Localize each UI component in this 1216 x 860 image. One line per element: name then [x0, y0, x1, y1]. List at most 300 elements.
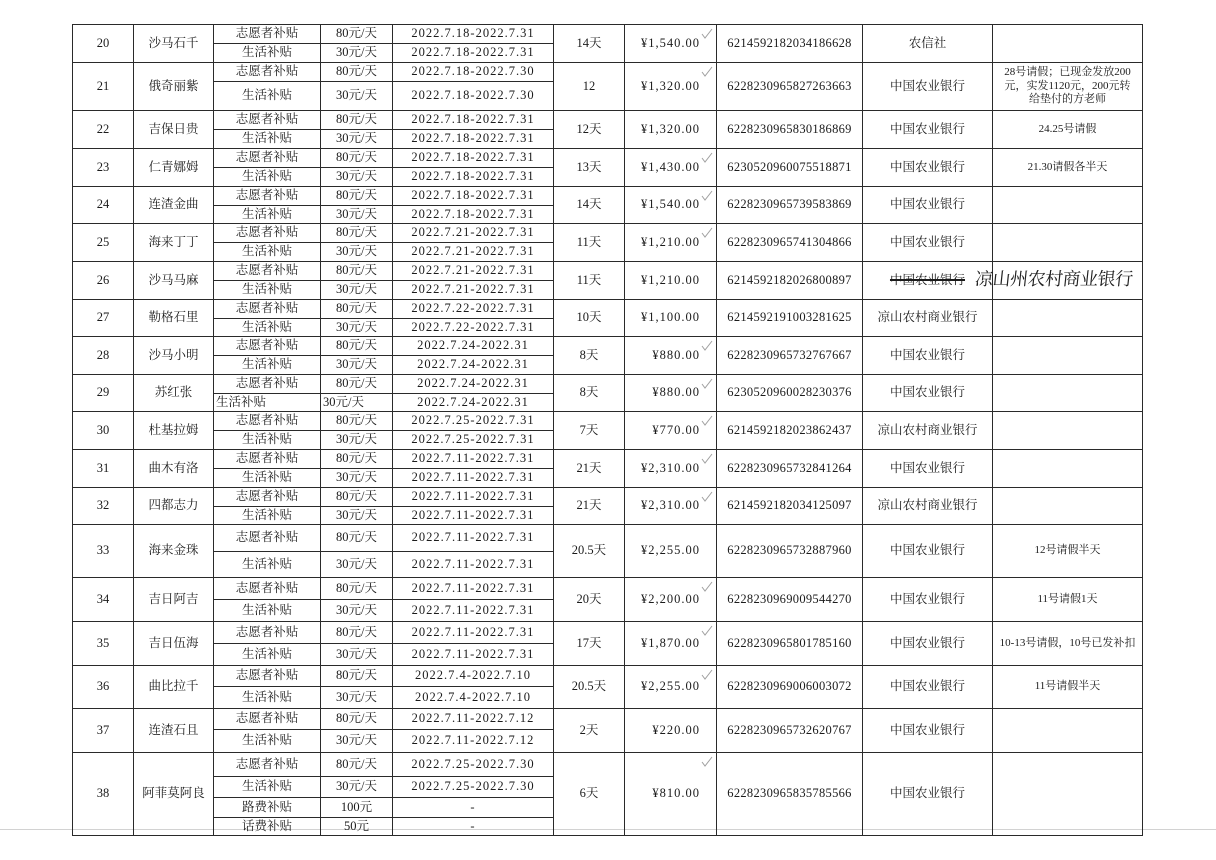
- bank-cell: [863, 149, 993, 187]
- amount-value: ¥2,255.00: [641, 543, 700, 558]
- period-cell: -: [393, 798, 554, 818]
- period-cell: 2022.7.11-2022.7.12: [393, 709, 554, 730]
- amount-cell: [625, 25, 717, 63]
- rate-cell: 80元/天: [321, 578, 393, 600]
- rate-cell: 30元/天: [321, 644, 393, 666]
- check-mark-icon: [701, 378, 713, 389]
- check-mark-icon: [701, 227, 713, 238]
- note-text: 24.25号请假: [1038, 122, 1097, 135]
- table-body: [73, 25, 1143, 836]
- account-cell: 6228230965732887960: [717, 525, 863, 578]
- row-number-cell: 21: [73, 63, 134, 111]
- period-cell: 2022.7.21-2022.7.31: [393, 224, 554, 243]
- amount-cell: [625, 450, 717, 488]
- subsidy-type-cell: 生活补贴: [214, 206, 321, 224]
- rate-cell: 30元/天: [321, 281, 393, 300]
- row-number-cell: 25: [73, 224, 134, 262]
- name-cell: 仁青娜姆: [134, 149, 214, 187]
- bank-cell: [863, 709, 993, 753]
- amount-value: ¥770.00: [652, 422, 700, 437]
- table-row: [73, 488, 1143, 507]
- period-cell: 2022.7.24-2022.31: [393, 375, 554, 394]
- name-cell: 吉日阿吉: [134, 578, 214, 622]
- account-cell: 6230520960075518871: [717, 149, 863, 187]
- subsidy-type-cell: 志愿者补贴: [214, 300, 321, 319]
- account-cell: 6228230969006003072: [717, 666, 863, 709]
- subsidy-type-cell: 志愿者补贴: [214, 111, 321, 130]
- bank-cell: [863, 622, 993, 666]
- bank-name: 中国农业银行: [889, 197, 965, 212]
- rate-cell: 30元/天: [321, 507, 393, 525]
- amount-cell: [625, 525, 717, 578]
- rate-cell: 30元/天: [321, 600, 393, 622]
- subsidy-type-cell: 生活补贴: [214, 644, 321, 666]
- amount-value: ¥1,430.00: [641, 159, 700, 174]
- bank-cell: [863, 25, 993, 63]
- period-cell: 2022.7.22-2022.7.31: [393, 319, 554, 337]
- bank-name: 中国农业银行: [889, 722, 965, 737]
- subsidy-type-cell: 生活补贴: [214, 168, 321, 187]
- name-cell: 曲木有洛: [134, 450, 214, 488]
- name-cell: 沙马石千: [134, 25, 214, 63]
- amount-value: ¥2,310.00: [641, 498, 700, 513]
- rate-cell: 80元/天: [321, 111, 393, 130]
- days-cell: 20天: [554, 578, 625, 622]
- table-row: [73, 753, 1143, 777]
- bank-name: 中国农业银行: [889, 234, 965, 249]
- check-mark-icon: [701, 340, 713, 351]
- bank-name: 农信社: [908, 35, 947, 50]
- subsidy-type-cell: 话费补贴: [214, 818, 321, 836]
- amount-value: ¥1,320.00: [641, 121, 700, 136]
- amount-value: ¥1,320.00: [641, 78, 700, 93]
- table-row: [73, 450, 1143, 469]
- table-row: [73, 622, 1143, 644]
- account-cell: 6228230965827263663: [717, 63, 863, 111]
- table-row: [73, 111, 1143, 130]
- account-cell: 6228230965741304866: [717, 224, 863, 262]
- period-cell: 2022.7.18-2022.7.31: [393, 111, 554, 130]
- subsidy-type-cell: 志愿者补贴: [214, 666, 321, 687]
- amount-cell: [625, 187, 717, 224]
- name-cell: 海来金珠: [134, 525, 214, 578]
- note-cell: [993, 337, 1143, 375]
- account-cell: 6228230965830186869: [717, 111, 863, 149]
- row-number-cell: 30: [73, 412, 134, 450]
- days-cell: 21天: [554, 488, 625, 525]
- amount-value: ¥1,540.00: [641, 35, 700, 50]
- subsidy-type-cell: 生活补贴: [214, 356, 321, 375]
- row-number-cell: 35: [73, 622, 134, 666]
- bank-cell: [863, 375, 993, 412]
- bank-cell: [863, 300, 993, 337]
- rate-cell: 30元/天: [321, 730, 393, 753]
- name-cell: 阿菲莫阿良: [134, 753, 214, 836]
- period-cell: 2022.7.25-2022.7.30: [393, 777, 554, 798]
- row-number-cell: 31: [73, 450, 134, 488]
- days-cell: 2天: [554, 709, 625, 753]
- rate-cell: 80元/天: [321, 488, 393, 507]
- row-number-cell: 28: [73, 337, 134, 375]
- subsidy-type-cell: 生活补贴: [214, 394, 321, 412]
- subsidy-type-cell: 志愿者补贴: [214, 753, 321, 777]
- row-number-cell: 38: [73, 753, 134, 836]
- days-cell: 12: [554, 63, 625, 111]
- note-cell: [993, 149, 1143, 187]
- subsidy-type-cell: 生活补贴: [214, 243, 321, 262]
- table-row: [73, 412, 1143, 431]
- row-number-cell: 20: [73, 25, 134, 63]
- table-row: [73, 224, 1143, 243]
- amount-value: ¥880.00: [652, 347, 700, 362]
- table-row: [73, 149, 1143, 168]
- amount-cell: [625, 63, 717, 111]
- days-cell: 8天: [554, 337, 625, 375]
- row-number-cell: 22: [73, 111, 134, 149]
- account-cell: 6228230965732841264: [717, 450, 863, 488]
- note-text: 21.30请假各半天: [1027, 160, 1108, 173]
- period-cell: 2022.7.24-2022.31: [393, 394, 554, 412]
- rate-cell: 80元/天: [321, 666, 393, 687]
- row-number-cell: 32: [73, 488, 134, 525]
- period-cell: 2022.7.11-2022.7.31: [393, 600, 554, 622]
- rate-cell: 80元/天: [321, 525, 393, 552]
- period-cell: 2022.7.4-2022.7.10: [393, 666, 554, 687]
- table-row: [73, 300, 1143, 319]
- row-number-cell: 34: [73, 578, 134, 622]
- rate-cell: 100元: [321, 798, 393, 818]
- subsidy-type-cell: 生活补贴: [214, 281, 321, 300]
- name-cell: 吉日伍海: [134, 622, 214, 666]
- account-cell: 6228230965835785566: [717, 753, 863, 836]
- rate-cell: 30元/天: [321, 687, 393, 709]
- rate-cell: 80元/天: [321, 709, 393, 730]
- table-row: [73, 25, 1143, 44]
- subsidy-type-cell: 生活补贴: [214, 777, 321, 798]
- amount-value: ¥2,255.00: [641, 679, 700, 694]
- note-cell: [993, 63, 1143, 111]
- period-cell: 2022.7.18-2022.7.30: [393, 63, 554, 82]
- days-cell: 11天: [554, 224, 625, 262]
- check-mark-icon: [701, 415, 713, 426]
- period-cell: 2022.7.18-2022.7.30: [393, 82, 554, 111]
- rate-cell: 30元/天: [321, 206, 393, 224]
- bank-name: 中国农业银行: [889, 78, 965, 93]
- bank-name: 中国农业银行: [889, 635, 965, 650]
- account-cell: 6214592182026800897: [717, 262, 863, 300]
- period-cell: 2022.7.21-2022.7.31: [393, 262, 554, 281]
- period-cell: 2022.7.11-2022.7.31: [393, 644, 554, 666]
- subsidy-type-cell: 志愿者补贴: [214, 709, 321, 730]
- rate-cell: 80元/天: [321, 224, 393, 243]
- subsidy-type-cell: 生活补贴: [214, 507, 321, 525]
- note-text: 28号请假；已现金发放200元，实发1120元，200元转给垫付的方老师: [1004, 65, 1131, 106]
- rate-cell: 30元/天: [321, 394, 393, 412]
- name-cell: 沙马小明: [134, 337, 214, 375]
- rate-cell: 80元/天: [321, 149, 393, 168]
- bank-name: 凉山农村商业银行: [877, 310, 978, 325]
- amount-cell: [625, 375, 717, 412]
- rate-cell: 80元/天: [321, 753, 393, 777]
- name-cell: 海来丁丁: [134, 224, 214, 262]
- rate-cell: 80元/天: [321, 262, 393, 281]
- bank-name: 中国农业银行: [889, 460, 965, 475]
- check-mark-icon: [701, 491, 713, 502]
- subsidy-type-cell: 路费补贴: [214, 798, 321, 818]
- name-cell: 俄奇丽紫: [134, 63, 214, 111]
- bank-cell: [863, 111, 993, 149]
- table-row: [73, 525, 1143, 552]
- subsidy-type-cell: 生活补贴: [214, 319, 321, 337]
- check-mark-icon: [701, 756, 713, 767]
- rate-cell: 30元/天: [321, 243, 393, 262]
- bank-name: 中国农业银行: [889, 543, 965, 558]
- subsidy-type-cell: 生活补贴: [214, 687, 321, 709]
- amount-value: ¥2,310.00: [641, 460, 700, 475]
- amount-cell: [625, 666, 717, 709]
- note-cell: [993, 578, 1143, 622]
- note-cell: [993, 300, 1143, 337]
- subsidy-type-cell: 生活补贴: [214, 431, 321, 450]
- name-cell: 杜基拉姆: [134, 412, 214, 450]
- amount-cell: [625, 412, 717, 450]
- amount-value: ¥880.00: [652, 385, 700, 400]
- bank-name: 中国农业银行: [889, 272, 965, 287]
- period-cell: 2022.7.24-2022.31: [393, 356, 554, 375]
- subsidy-type-cell: 生活补贴: [214, 130, 321, 149]
- subsidy-type-cell: 志愿者补贴: [214, 149, 321, 168]
- period-cell: 2022.7.18-2022.7.31: [393, 130, 554, 149]
- days-cell: 21天: [554, 450, 625, 488]
- note-cell: [993, 375, 1143, 412]
- period-cell: 2022.7.18-2022.7.31: [393, 44, 554, 63]
- check-mark-icon: [701, 453, 713, 464]
- period-cell: 2022.7.11-2022.7.31: [393, 469, 554, 488]
- bank-cell: [863, 262, 1134, 300]
- amount-cell: [625, 753, 717, 836]
- account-cell: 6214592182034186628: [717, 25, 863, 63]
- subsidy-type-cell: 志愿者补贴: [214, 375, 321, 394]
- table-row: [73, 63, 1143, 82]
- bank-name: 凉山农村商业银行: [877, 498, 978, 513]
- bank-name: 中国农业银行: [889, 679, 965, 694]
- bank-cell: [863, 666, 993, 709]
- subsidy-type-cell: 志愿者补贴: [214, 25, 321, 44]
- rate-cell: 50元: [321, 818, 393, 836]
- amount-cell: [625, 578, 717, 622]
- account-cell: 6228230969009544270: [717, 578, 863, 622]
- rate-cell: 80元/天: [321, 450, 393, 469]
- table-row: [73, 666, 1143, 687]
- period-cell: 2022.7.11-2022.7.31: [393, 578, 554, 600]
- note-cell: [993, 666, 1143, 709]
- bank-cell: [863, 525, 993, 578]
- row-number-cell: 23: [73, 149, 134, 187]
- rate-cell: 30元/天: [321, 431, 393, 450]
- table-row: [73, 262, 1143, 281]
- table-row: [73, 578, 1143, 600]
- account-cell: 6228230965732767667: [717, 337, 863, 375]
- period-cell: 2022.7.24-2022.31: [393, 337, 554, 356]
- note-text: 11号请假1天: [1037, 592, 1098, 605]
- rate-cell: 80元/天: [321, 63, 393, 82]
- amount-cell: [625, 262, 717, 300]
- bank-cell: [863, 224, 993, 262]
- period-cell: 2022.7.11-2022.7.31: [393, 525, 554, 552]
- rate-cell: 30元/天: [321, 168, 393, 187]
- name-cell: 连渣金曲: [134, 187, 214, 224]
- days-cell: 17天: [554, 622, 625, 666]
- amount-cell: [625, 149, 717, 187]
- rate-cell: 30元/天: [321, 356, 393, 375]
- account-cell: 6214592182034125097: [717, 488, 863, 525]
- name-cell: 曲比拉千: [134, 666, 214, 709]
- bank-name: 中国农业银行: [889, 121, 965, 136]
- rate-cell: 30元/天: [321, 552, 393, 578]
- period-cell: 2022.7.21-2022.7.31: [393, 243, 554, 262]
- subsidy-type-cell: 生活补贴: [214, 552, 321, 578]
- account-cell: 6230520960028230376: [717, 375, 863, 412]
- table-row: [73, 709, 1143, 730]
- amount-cell: [625, 622, 717, 666]
- bank-name: 中国农业银行: [889, 786, 965, 801]
- period-cell: 2022.7.18-2022.7.31: [393, 206, 554, 224]
- note-cell: [993, 25, 1143, 63]
- row-number-cell: 37: [73, 709, 134, 753]
- rate-cell: 30元/天: [321, 130, 393, 149]
- table-row: [73, 187, 1143, 206]
- bank-cell: [863, 412, 993, 450]
- days-cell: 14天: [554, 187, 625, 224]
- bank-cell: [863, 753, 993, 836]
- subsidy-type-cell: 志愿者补贴: [214, 622, 321, 644]
- subsidy-payment-table: [72, 24, 1143, 836]
- check-mark-icon: [701, 625, 713, 636]
- check-mark-icon: [701, 581, 713, 592]
- period-cell: 2022.7.18-2022.7.31: [393, 25, 554, 44]
- bank-name: 中国农业银行: [889, 591, 965, 606]
- period-cell: 2022.7.21-2022.7.31: [393, 281, 554, 300]
- handwritten-bank-correction: 凉山州农村商业银行: [973, 268, 1134, 290]
- rate-cell: 30元/天: [321, 469, 393, 488]
- amount-value: ¥2,200.00: [641, 591, 700, 606]
- note-text: 12号请假半天: [1034, 544, 1101, 557]
- period-cell: 2022.7.11-2022.7.12: [393, 730, 554, 753]
- period-cell: 2022.7.11-2022.7.31: [393, 507, 554, 525]
- period-cell: 2022.7.11-2022.7.31: [393, 450, 554, 469]
- subsidy-type-cell: 志愿者补贴: [214, 525, 321, 552]
- name-cell: 勒格石里: [134, 300, 214, 337]
- period-cell: 2022.7.25-2022.7.31: [393, 412, 554, 431]
- name-cell: 连渣石且: [134, 709, 214, 753]
- row-number-cell: 24: [73, 187, 134, 224]
- days-cell: 12天: [554, 111, 625, 149]
- note-cell: [993, 753, 1143, 836]
- check-mark-icon: [701, 66, 713, 77]
- bank-cell: [863, 450, 993, 488]
- period-cell: 2022.7.11-2022.7.31: [393, 622, 554, 644]
- note-text: 11号请假半天: [1034, 680, 1101, 693]
- rate-cell: 80元/天: [321, 375, 393, 394]
- subsidy-type-cell: 志愿者补贴: [214, 262, 321, 281]
- period-cell: 2022.7.11-2022.7.31: [393, 488, 554, 507]
- days-cell: 14天: [554, 25, 625, 63]
- amount-cell: [625, 224, 717, 262]
- name-cell: 沙马马麻: [134, 262, 214, 300]
- amount-cell: [625, 709, 717, 753]
- check-mark-icon: [701, 669, 713, 680]
- subsidy-type-cell: 志愿者补贴: [214, 187, 321, 206]
- row-number-cell: 26: [73, 262, 134, 300]
- period-cell: 2022.7.4-2022.7.10: [393, 687, 554, 709]
- account-cell: 6214592191003281625: [717, 300, 863, 337]
- days-cell: 20.5天: [554, 525, 625, 578]
- table-row: [73, 375, 1143, 394]
- amount-cell: [625, 488, 717, 525]
- rate-cell: 30元/天: [321, 82, 393, 111]
- bank-cell: [863, 63, 993, 111]
- account-cell: 6214592182023862437: [717, 412, 863, 450]
- period-cell: 2022.7.22-2022.7.31: [393, 300, 554, 319]
- bank-cell: [863, 488, 993, 525]
- amount-value: ¥1,870.00: [641, 635, 700, 650]
- row-number-cell: 27: [73, 300, 134, 337]
- subsidy-type-cell: 志愿者补贴: [214, 337, 321, 356]
- period-cell: 2022.7.25-2022.7.31: [393, 431, 554, 450]
- amount-cell: [625, 300, 717, 337]
- rate-cell: 80元/天: [321, 25, 393, 44]
- rate-cell: 30元/天: [321, 319, 393, 337]
- subsidy-type-cell: 志愿者补贴: [214, 578, 321, 600]
- amount-value: ¥1,210.00: [641, 234, 700, 249]
- name-cell: 苏红张: [134, 375, 214, 412]
- rate-cell: 80元/天: [321, 187, 393, 206]
- period-cell: -: [393, 818, 554, 836]
- note-cell: [993, 224, 1143, 262]
- bank-cell: [863, 337, 993, 375]
- note-cell: [993, 412, 1143, 450]
- bank-cell: [863, 578, 993, 622]
- period-cell: 2022.7.18-2022.7.31: [393, 187, 554, 206]
- rate-cell: 30元/天: [321, 777, 393, 798]
- subsidy-type-cell: 志愿者补贴: [214, 488, 321, 507]
- account-cell: 6228230965801785160: [717, 622, 863, 666]
- check-mark-icon: [701, 190, 713, 201]
- subsidy-type-cell: 志愿者补贴: [214, 450, 321, 469]
- table-row: [73, 337, 1143, 356]
- check-mark-icon: [701, 152, 713, 163]
- account-cell: 6228230965732620767: [717, 709, 863, 753]
- subsidy-type-cell: 生活补贴: [214, 469, 321, 488]
- rate-cell: 30元/天: [321, 44, 393, 63]
- period-cell: 2022.7.18-2022.7.31: [393, 168, 554, 187]
- subsidy-type-cell: 志愿者补贴: [214, 224, 321, 243]
- amount-value: ¥1,100.00: [641, 310, 700, 325]
- amount-cell: [625, 111, 717, 149]
- subsidy-type-cell: 志愿者补贴: [214, 412, 321, 431]
- period-cell: 2022.7.25-2022.7.30: [393, 753, 554, 777]
- account-cell: 6228230965739583869: [717, 187, 863, 224]
- days-cell: 20.5天: [554, 666, 625, 709]
- note-cell: [993, 488, 1143, 525]
- rate-cell: 80元/天: [321, 337, 393, 356]
- subsidy-type-cell: 生活补贴: [214, 44, 321, 63]
- subsidy-type-cell: 生活补贴: [214, 600, 321, 622]
- subsidy-type-cell: 生活补贴: [214, 730, 321, 753]
- note-text: 10-13号请假，10号已发补扣: [999, 636, 1136, 649]
- row-number-cell: 33: [73, 525, 134, 578]
- rate-cell: 80元/天: [321, 622, 393, 644]
